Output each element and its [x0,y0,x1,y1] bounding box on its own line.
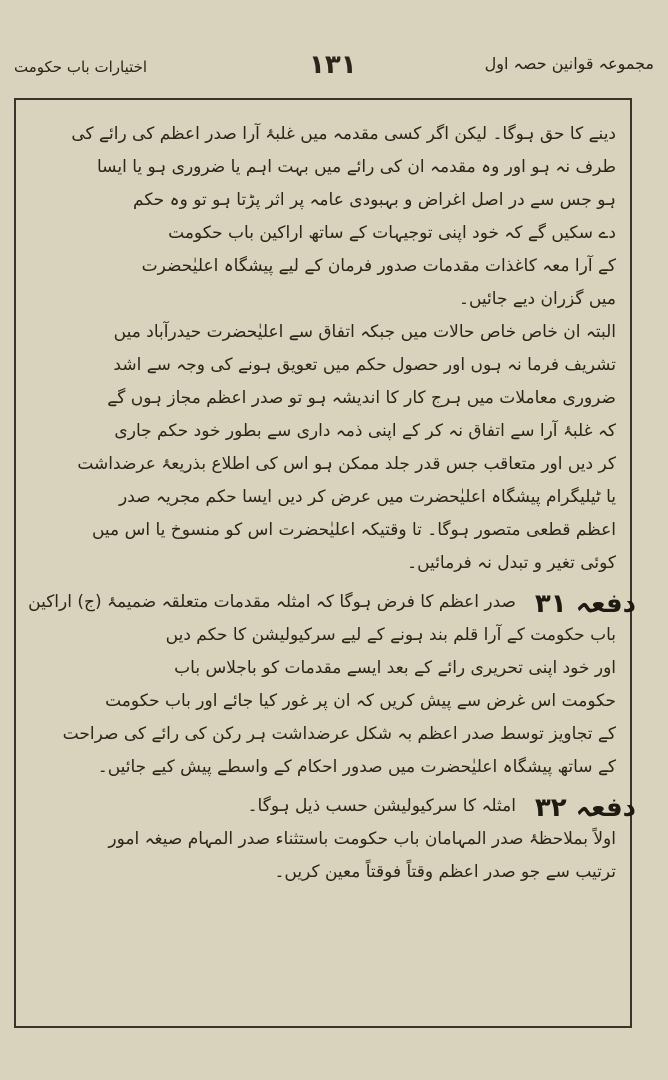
text-line: کہ غلبۂ آرا سے اتفاق نہ کر کے اپنی ذمہ داری سے بطور خود حکم جاری [114,421,616,441]
text-line: کر دیں اور متعاقب جس قدر جلد ممکن ہو اس کی اطلاع بذریعۂ عرضداشت [77,454,616,474]
text-line: دینے کا حق ہوگا۔ لیکن اگر کسی مقدمہ میں غلبۂ آرا صدر اعظم کی رائے کی [71,124,616,144]
text-line: صدر اعظم کا فرض ہوگا کہ امثلہ مقدمات متعلقہ ضمیمۂ (ج) اراکین [28,592,516,612]
clause-32 [26,790,636,889]
text-line: دے سکیں گے کہ خود اپنی توجیہات کے ساتھ اراکین باب حکومت [168,223,616,243]
text-line: اولاً بملاحظۂ صدر المہامان باب حکومت باستثناء صدر المہام صیغہ امور [108,829,616,849]
clause-31 [26,586,636,784]
text-line: اور خود اپنی تحریری رائے کے بعد ایسے مقدمات کو باجلاس باب [174,658,616,678]
text-line: حکومت اس غرض سے پیش کریں کہ ان پر غور کیا جائے اور باب حکومت [105,691,616,711]
text-line: ہو جس سے در اصل اغراض و بہبودی عامہ پر اثر پڑتا ہو تو وہ حکم [133,190,616,210]
text-line: ترتیب سے جو صدر اعظم وقتاً فوقتاً معین کریں۔ [274,862,616,882]
text-line: کے آرا معہ کاغذات مقدمات صدور فرمان کے لیے پیشگاہ اعلیٰحضرت [141,256,616,276]
text-line: تشریف فرما نہ ہوں اور حصول حکم میں تعویق ہونے کی وجہ سے اشد [113,355,616,375]
paragraph-2 [26,316,616,580]
body-text [26,118,636,889]
section-title: اختیارات باب حکومت [14,58,148,76]
text-line: کوئی تغیر و تبدل نہ فرمائیں۔ [407,553,616,573]
text-line: باب حکومت کے آرا قلم بند ہونے کے لیے سرکیولیشن کا حکم دیں [165,625,616,645]
text-line: ضروری معاملات میں ہرج کار کا اندیشہ ہو تو صدر اعظم مجاز ہوں گے [107,388,616,408]
text-line: طرف نہ ہو اور وہ مقدمہ ان کی رائے میں بہت اہم یا ضروری ہو یا ایسا [97,157,616,177]
page-header [14,44,654,84]
text-line: امثلہ کا سرکیولیشن حسب ذیل ہوگا۔ [247,796,516,816]
clause-number: دفعہ ۳۲ [534,793,636,823]
page-number: ۱۳۱ [309,50,357,80]
text-line: یا ٹیلیگرام پیشگاہ اعلیٰحضرت میں عرض کر دیں ایسا حکم مجریہ صدر [119,487,616,507]
text-line: میں گزران دیے جائیں۔ [459,289,616,309]
clause-number: دفعہ ۳۱ [534,589,636,619]
book-title: مجموعہ قوانین حصہ اول [484,54,654,73]
text-line: کے ساتھ پیشگاہ اعلیٰحضرت میں صدور احکام کے واسطے پیش کیے جائیں۔ [97,757,616,777]
text-line: کے تجاویز توسط صدر اعظم بہ شکل عرضداشت ہر رکن کی رائے کی صراحت [62,724,616,744]
text-line: اعظم قطعی متصور ہوگا۔ تا وقتیکہ اعلیٰحضرت اس کو منسوخ یا اس میں [91,520,616,540]
text-line: البتہ ان خاص خاص حالات میں جبکہ اتفاق سے اعلیٰحضرت حیدرآباد میں [113,322,616,342]
paragraph-1 [26,118,616,316]
